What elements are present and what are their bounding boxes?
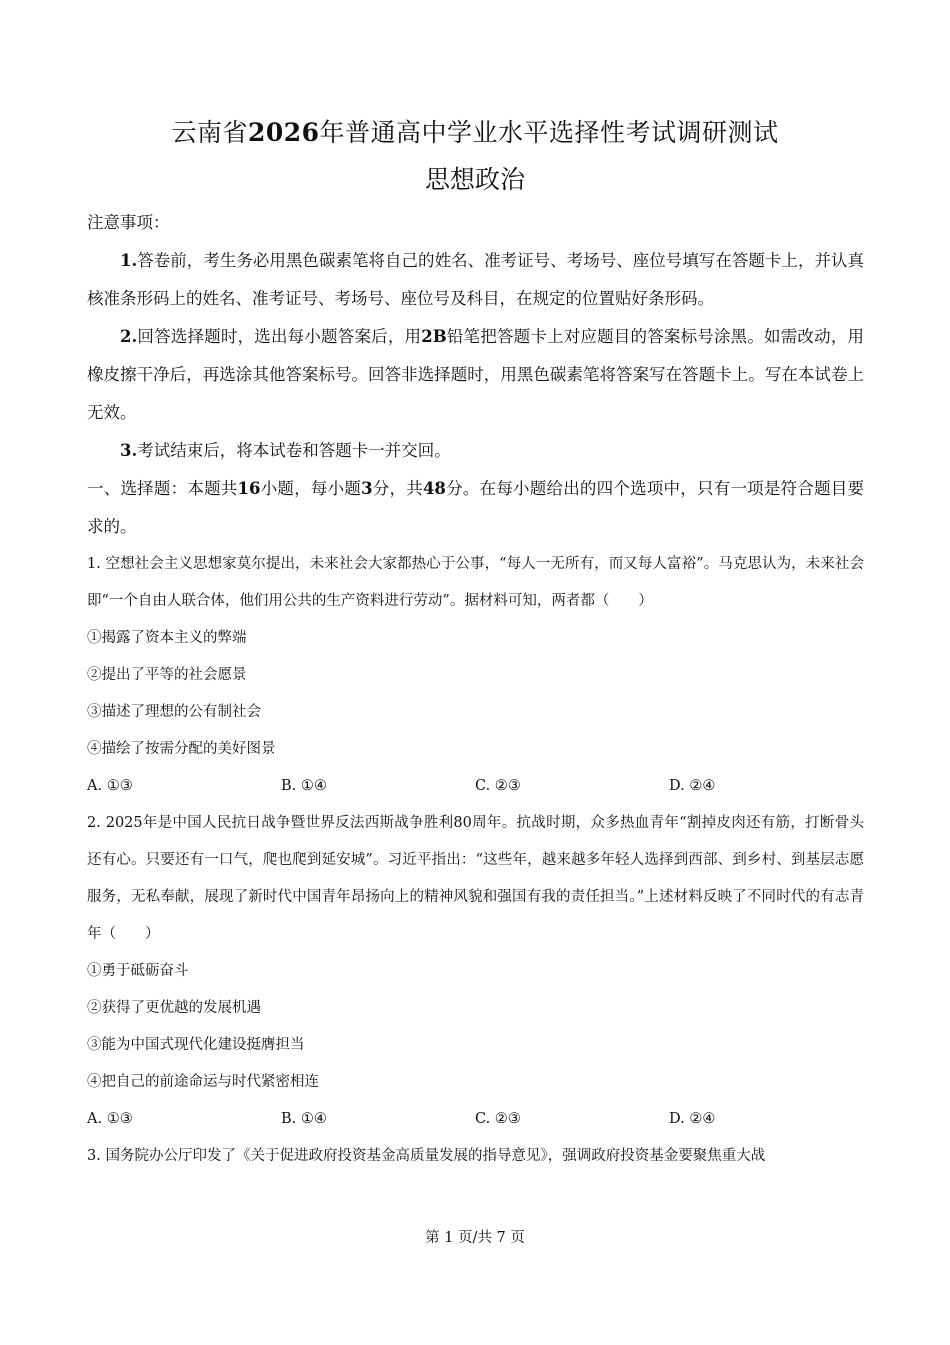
choice-b: B. ①④ [281,778,327,794]
choice-a: A. ①③ [87,778,133,794]
page-number: 第 1 页/共 7 页 [425,1230,525,1246]
option-item: ④描绘了按需分配的美好图景 [87,741,276,757]
question-1 [87,546,864,805]
notice-item-2: 2.回答选择题时，选出每小题答案后，用2B铅笔把答题卡上对应题目的答案标号涂黑。如需改动，用橡皮擦干净后，再选涂其他答案标号。回答非选择题时，用黑色碳素笔将答案写在答题卡上。写在本试卷上无效。 [87,327,865,422]
page-content [87,208,864,1175]
option-item: ②获得了更优越的发展机遇 [87,1000,261,1016]
exam-title: 云南省2026年普通高中学业水平选择性考试调研测试 [171,118,779,147]
choice-d: D. ②④ [669,778,716,794]
question-stem: 1. 空想社会主义思想家莫尔提出，未来社会大家都热心于公事，“每人一无所有，而又每人富裕”。马克思认为，未来社会即“一个自由人联合体，他们用公共的生产资料进行劳动”。据材料可知，两者都（ ） [87,556,864,609]
exam-subject: 思想政治 [424,165,525,194]
choice-a: A. ①③ [87,1111,133,1127]
answer-choices [87,768,864,805]
option-item: ③描述了理想的公有制社会 [87,704,261,720]
option-item: ①揭露了资本主义的弊端 [87,630,247,646]
option-item: ①勇于砥砺奋斗 [87,963,189,979]
notice-heading: 注意事项： [87,213,170,232]
section-heading: 一、选择题：本题共16小题，每小题3分，共48分。在每小题给出的四个选项中，只有一项是符合题目要求的。 [87,479,865,536]
notice-item-3: 3.考试结束后，将本试卷和答题卡一并交回。 [120,441,451,460]
option-item: ④把自己的前途命运与时代紧密相连 [87,1074,319,1090]
notice-item-1: 1.答卷前，考生务必用黑色碳素笔将自己的姓名、准考证号、考场号、座位号填写在答题卡上，并认真核准条形码上的姓名、准考证号、考场号、座位号及科目，在规定的位置贴好条形码。 [87,251,864,308]
choice-b: B. ①④ [281,1111,327,1127]
question-2 [87,805,864,1138]
question-stem: 2. 2025年是中国人民抗日战争暨世界反法西斯战争胜利80周年。抗战时期，众多热血青年“割掉皮肉还有筋，打断骨头还有心。只要还有一口气，爬也爬到延安城”。习近平指出：“这些年，越来越多年轻人选择到西部、到乡村、到基层志愿服务，无私奉献，展现了新时代中国青年昂扬向上的精神风貌和强国有我的责任担当。”上述材料反映了不同时代的有志青年（ ） [87,815,864,942]
answer-choices [87,1101,864,1138]
option-item: ③能为中国式现代化建设挺膺担当 [87,1037,305,1053]
question-3 [87,1138,864,1175]
question-stem: 3. 国务院办公厅印发了《关于促进政府投资基金高质量发展的指导意见》，强调政府投资基金要聚焦重大战 [87,1148,766,1164]
option-item: ②提出了平等的社会愿景 [87,667,247,683]
choice-c: C. ②③ [475,778,521,794]
choice-c: C. ②③ [475,1111,521,1127]
choice-d: D. ②④ [669,1111,716,1127]
